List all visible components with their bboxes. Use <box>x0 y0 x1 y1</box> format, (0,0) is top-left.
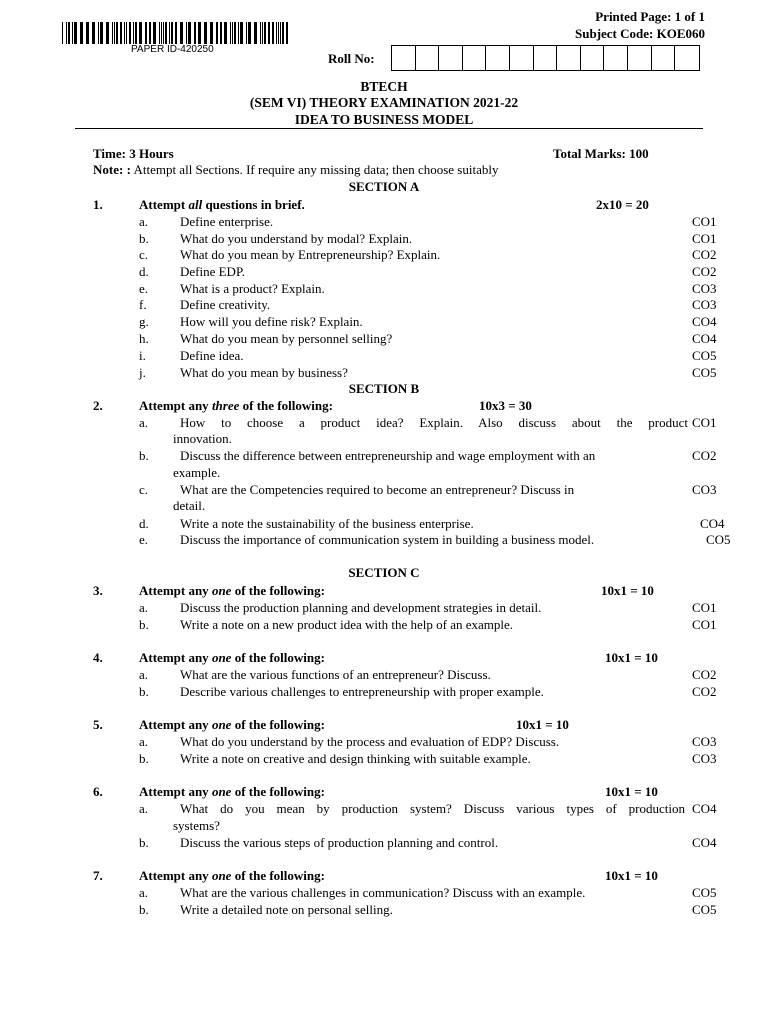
question-marks: 10x3 = 30 <box>479 398 532 413</box>
item-text: What do you understand by modal? Explain. <box>180 231 413 246</box>
item-text: What are the various challenges in communication? Discuss with an example. <box>180 885 586 900</box>
item-label: a. <box>139 214 149 229</box>
course-outcome: CO4 <box>692 801 717 816</box>
q1-item-j <box>0 364 768 381</box>
exam-duration: Time: 3 Hours <box>93 146 174 161</box>
question-marks: 10x1 = 10 <box>516 717 569 732</box>
item-text: Define enterprise. <box>180 214 274 229</box>
question-marks: 10x1 = 10 <box>601 583 654 598</box>
course-outcome: CO1 <box>692 617 717 632</box>
item-text: What is a product? Explain. <box>180 281 325 296</box>
item-label: b. <box>139 684 149 699</box>
item-label: i. <box>139 348 146 363</box>
course-outcome: CO1 <box>692 600 717 615</box>
item-text: Write a note on a new product idea with the help of an example. <box>180 617 514 632</box>
q7-item-b <box>0 901 768 918</box>
item-label: c. <box>139 482 149 497</box>
course-outcome: CO2 <box>692 247 717 262</box>
note-text: Attempt all Sections. If require any missing data; then choose suitably <box>133 162 499 177</box>
item-label: a. <box>139 885 149 900</box>
course-outcome: CO2 <box>692 684 717 699</box>
q3-item-a <box>0 599 768 616</box>
course-outcome: CO5 <box>692 902 717 917</box>
course-outcome: CO1 <box>692 231 717 246</box>
item-label: b. <box>139 448 149 463</box>
question-number: 2. <box>93 398 103 413</box>
item-text: Discuss the difference between entrepreneurship and wage employment with an <box>180 448 596 463</box>
item-text: Write a note the sustainability of the business enterprise. <box>180 516 474 531</box>
item-text: What do you mean by production system? Discuss various types of production <box>180 801 685 816</box>
course-outcome: CO4 <box>692 314 717 329</box>
question-marks: 10x1 = 10 <box>605 784 658 799</box>
question-2-heading <box>0 397 768 414</box>
course-outcome: CO1 <box>692 214 717 229</box>
q2-item-c <box>0 481 768 498</box>
item-label: b. <box>139 835 149 850</box>
course-outcome: CO4 <box>692 331 717 346</box>
q1-item-a <box>0 213 768 230</box>
question-7-heading <box>0 867 768 884</box>
q2-item-b-cont <box>0 464 768 481</box>
paper-id: PAPER ID-420250 <box>131 44 214 55</box>
item-label: d. <box>139 516 149 531</box>
question-number: 4. <box>93 650 103 665</box>
question-3-heading <box>0 582 768 599</box>
question-4-heading <box>0 649 768 666</box>
question-number: 7. <box>93 868 103 883</box>
question-instruction: Attempt any three of the following: <box>139 398 333 413</box>
item-label: b. <box>139 751 149 766</box>
q1-item-e <box>0 280 768 297</box>
roll-number-boxes <box>391 45 700 71</box>
item-label: e. <box>139 281 149 296</box>
question-number: 6. <box>93 784 103 799</box>
q4-item-b <box>0 683 768 700</box>
item-label: c. <box>139 247 149 262</box>
barcode <box>62 22 290 44</box>
question-marks: 10x1 = 10 <box>605 868 658 883</box>
item-text: What do you mean by personnel selling? <box>180 331 393 346</box>
exam-note <box>93 162 498 178</box>
printed-page: Printed Page: 1 of 1 <box>595 9 705 24</box>
item-label: h. <box>139 331 149 346</box>
item-text: Write a detailed note on personal selling. <box>180 902 393 917</box>
item-label: b. <box>139 231 149 246</box>
item-text: How will you define risk? Explain. <box>180 314 363 329</box>
total-marks: Total Marks: 100 <box>553 146 649 161</box>
q6-item-b <box>0 834 768 851</box>
question-6-heading <box>0 783 768 800</box>
item-label: d. <box>139 264 149 279</box>
section-b-heading: SECTION B <box>348 381 420 396</box>
course-outcome: CO2 <box>692 448 717 463</box>
question-instruction: Attempt all questions in brief. <box>139 197 305 212</box>
question-number: 1. <box>93 197 103 212</box>
item-text: What do you understand by the process and evaluation of EDP? Discuss. <box>180 734 560 749</box>
note-label: Note: : <box>93 162 131 177</box>
q7-item-a <box>0 884 768 901</box>
course-outcome: CO3 <box>692 734 717 749</box>
item-text-continued: detail. <box>173 498 206 513</box>
item-label: e. <box>139 532 149 547</box>
course-outcome: CO5 <box>692 885 717 900</box>
item-text-continued: systems? <box>173 818 220 833</box>
item-label: j. <box>139 365 146 380</box>
q6-item-a-cont <box>0 817 768 834</box>
question-marks: 2x10 = 20 <box>596 197 649 212</box>
item-text-continued: example. <box>173 465 221 480</box>
item-label: b. <box>139 902 149 917</box>
question-instruction: Attempt any one of the following: <box>139 717 325 732</box>
q5-item-b <box>0 750 768 767</box>
q1-item-i <box>0 347 768 364</box>
q2-item-d <box>0 515 768 532</box>
item-text: Discuss the importance of communication system in building a business model. <box>180 532 595 547</box>
course-outcome: CO5 <box>692 348 717 363</box>
course-outcome: CO5 <box>706 532 731 547</box>
item-text: Write a note on creative and design thinking with suitable example. <box>180 751 531 766</box>
question-number: 3. <box>93 583 103 598</box>
item-label: a. <box>139 667 149 682</box>
subject-title: IDEA TO BUSINESS MODEL <box>294 112 474 127</box>
program-title: BTECH <box>360 79 408 94</box>
q1-item-g <box>0 313 768 330</box>
q6-item-a <box>0 800 768 817</box>
item-text: How to choose a product idea? Explain. Also discuss about the product <box>180 415 688 430</box>
question-instruction: Attempt any one of the following: <box>139 784 325 799</box>
question-instruction: Attempt any one of the following: <box>139 868 325 883</box>
item-label: a. <box>139 801 149 816</box>
item-text: Discuss the various steps of production planning and control. <box>180 835 499 850</box>
item-text: Define idea. <box>180 348 244 363</box>
item-label: a. <box>139 600 149 615</box>
item-text-continued: innovation. <box>173 431 232 446</box>
q1-item-h <box>0 330 768 347</box>
section-a-heading: SECTION A <box>348 179 420 194</box>
item-label: a. <box>139 734 149 749</box>
q1-item-d <box>0 263 768 280</box>
item-label: f. <box>139 297 147 312</box>
course-outcome: CO4 <box>692 835 717 850</box>
q5-item-a <box>0 733 768 750</box>
course-outcome: CO3 <box>692 751 717 766</box>
q2-item-a-cont <box>0 430 768 447</box>
roll-number-label: Roll No: <box>328 51 375 66</box>
course-outcome: CO3 <box>692 281 717 296</box>
q2-item-b <box>0 447 768 464</box>
q2-item-e <box>0 531 768 548</box>
item-text: Describe various challenges to entrepreneurship with proper example. <box>180 684 544 699</box>
item-text: What are the various functions of an entrepreneur? Discuss. <box>180 667 491 682</box>
question-1-heading <box>0 196 768 213</box>
section-c-heading: SECTION C <box>348 565 420 580</box>
question-instruction: Attempt any one of the following: <box>139 650 325 665</box>
item-text: What do you mean by business? <box>180 365 348 380</box>
course-outcome: CO5 <box>692 365 717 380</box>
course-outcome: CO4 <box>700 516 725 531</box>
q1-item-f <box>0 296 768 313</box>
course-outcome: CO2 <box>692 264 717 279</box>
question-instruction: Attempt any one of the following: <box>139 583 325 598</box>
item-label: a. <box>139 415 149 430</box>
item-label: b. <box>139 617 149 632</box>
course-outcome: CO3 <box>692 482 717 497</box>
item-text: Define creativity. <box>180 297 271 312</box>
q1-item-b <box>0 230 768 247</box>
subject-code: Subject Code: KOE060 <box>575 26 705 41</box>
question-5-heading <box>0 716 768 733</box>
q2-item-c-cont <box>0 497 768 514</box>
course-outcome: CO3 <box>692 297 717 312</box>
exam-title: (SEM VI) THEORY EXAMINATION 2021-22 <box>249 95 519 110</box>
q2-item-a <box>0 414 768 431</box>
question-number: 5. <box>93 717 103 732</box>
course-outcome: CO1 <box>692 415 717 430</box>
item-text: Discuss the production planning and development strategies in detail. <box>180 600 542 615</box>
q4-item-a <box>0 666 768 683</box>
item-text: What are the Competencies required to become an entrepreneur? Discuss in <box>180 482 575 497</box>
item-text: Define EDP. <box>180 264 245 279</box>
q1-item-c <box>0 246 768 263</box>
q3-item-b <box>0 616 768 633</box>
item-text: What do you mean by Entrepreneurship? Explain. <box>180 247 441 262</box>
course-outcome: CO2 <box>692 667 717 682</box>
title-divider <box>75 128 703 129</box>
question-marks: 10x1 = 10 <box>605 650 658 665</box>
item-label: g. <box>139 314 149 329</box>
